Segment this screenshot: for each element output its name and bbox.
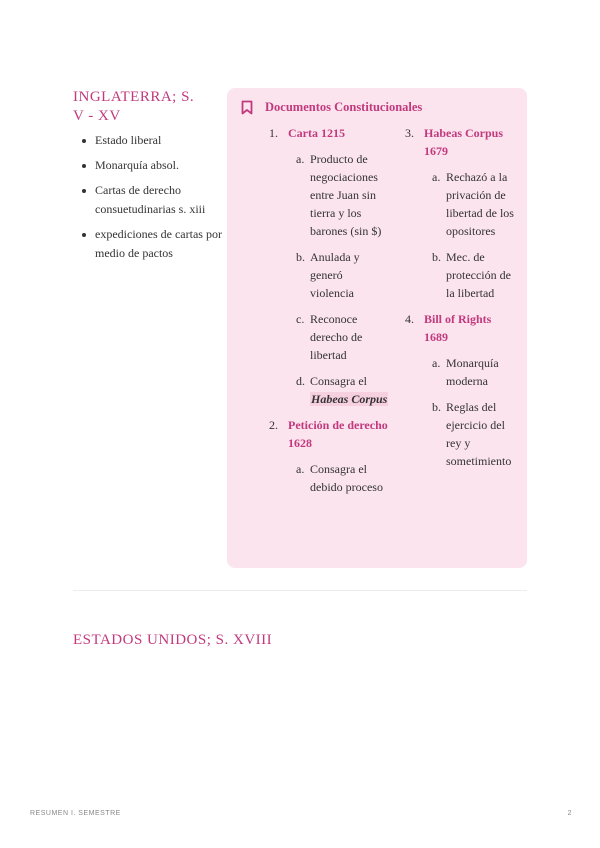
sub-text: Mec. de protección de la libertad [446,250,511,300]
page-number: 2 [567,810,572,817]
sub-item [288,310,389,364]
sub-letter: c. [296,312,305,326]
footer-label: RESUMEN I. SEMESTRE [30,810,121,817]
item-title: Carta 1215 [288,126,345,140]
list-item: Monarquía absol. [95,156,225,175]
bookmark-icon [241,100,253,115]
list-item [405,124,517,302]
section-title-inglaterra: INGLATERRA; S. V - XV [73,89,195,124]
sub-text: Consagra el debido proceso [310,462,383,494]
sub-text: Reglas del ejercicio del rey y sometimiento [446,400,512,468]
callout-column-right [405,124,517,478]
item-title: Habeas Corpus 1679 [424,126,504,158]
callout-documentos [227,88,527,568]
item-number: 2. [269,418,278,432]
sub-item [424,168,517,240]
sub-item [424,248,517,302]
divider [73,590,527,591]
item-title: Bill of Rights 1689 [424,312,492,344]
sub-text: Reconoce derecho de libertad [310,312,363,362]
sub-text: Consagra el [310,374,367,388]
sub-list [288,150,389,408]
callout-column-left [269,124,389,504]
sub-letter: d. [296,374,305,388]
sub-list [288,460,389,496]
list-item: expediciones de cartas por medio de pactos [95,225,225,263]
sub-item [288,460,389,496]
sub-letter: a. [432,170,441,184]
sub-item [288,150,389,240]
callout-title: Documentos Constitucionales [265,100,423,114]
list-item: Estado liberal [95,131,225,150]
sub-text: Monarquía moderna [446,356,499,388]
section-title-estados-unidos: ESTADOS UNIDOS; S. XVIII [73,632,273,648]
sub-list [424,354,517,470]
sub-text: Anulada y generó violencia [310,250,360,300]
item-number: 4. [405,312,414,326]
sub-item [424,398,517,470]
sub-text: Rechazó a la privación de libertad de los opositores [446,170,514,238]
sub-text: Producto de negociaciones entre Juan sin tierra y los barones (sin $) [310,152,382,238]
sub-letter: b. [296,250,305,264]
item-number: 3. [405,126,414,140]
sub-letter: a. [432,356,441,370]
sub-letter: a. [296,152,305,166]
sub-item [424,354,517,390]
sub-list [424,168,517,302]
sub-letter: a. [296,462,305,476]
list-item [405,310,517,470]
list-item: Cartas de derecho consuetudinarias s. xiii [95,181,225,219]
sub-letter: b. [432,400,441,414]
sub-item [288,372,389,408]
bullet-list [73,131,225,269]
item-number: 1. [269,126,278,140]
sub-item [288,248,389,302]
item-title: Petición de derecho 1628 [288,418,388,450]
list-item [269,124,389,408]
list-item [269,416,389,496]
highlighted-text: Habeas Corpus [311,392,388,406]
callout-header [241,100,422,115]
sub-letter: b. [432,250,441,264]
